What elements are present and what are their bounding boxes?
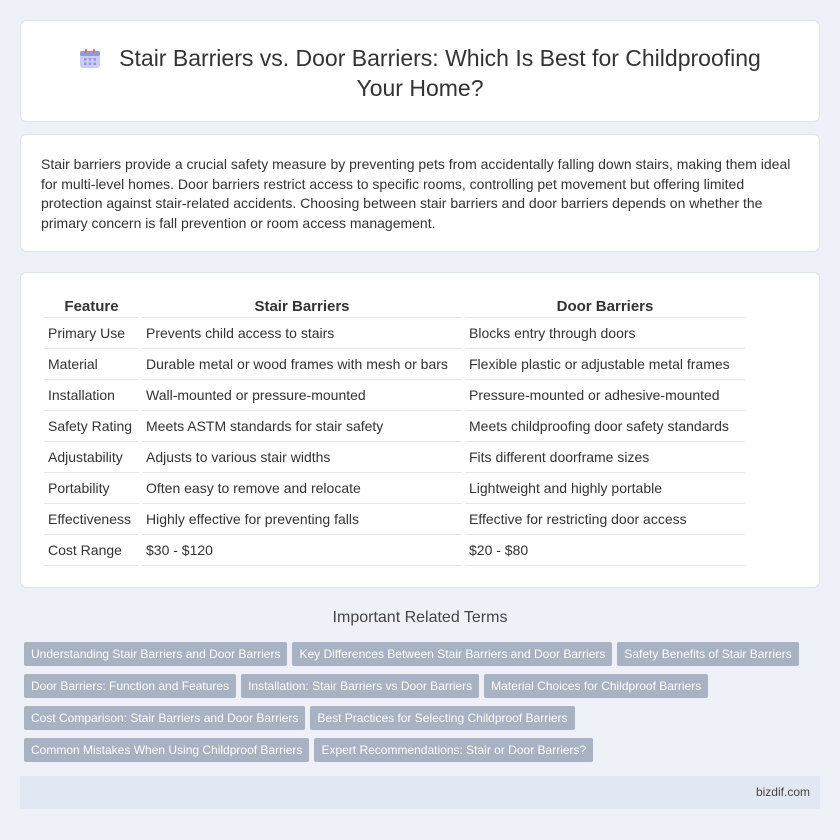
site-link[interactable]: bizdif.com: [755, 785, 810, 799]
tag-row: [24, 642, 824, 674]
door-cell: Effective for restricting door access: [465, 504, 745, 535]
related-term-tag[interactable]: Door Barriers: Function and Features: [24, 674, 236, 698]
feature-cell: Primary Use: [44, 318, 139, 349]
related-term-tag[interactable]: Safety Benefits of Stair Barriers: [617, 642, 798, 666]
door-cell: Flexible plastic or adjustable metal frames: [465, 349, 745, 380]
related-terms-heading: Important Related Terms: [332, 609, 508, 626]
feature-cell: Adjustability: [44, 442, 139, 473]
page-title: Stair Barriers vs. Door Barriers: Which Is Best for Childproofing Your Home?: [119, 45, 761, 101]
door-cell: Meets childproofing door safety standards: [465, 411, 745, 442]
door-cell: Lightweight and highly portable: [465, 473, 745, 504]
header-feature: Feature: [44, 297, 139, 318]
door-cell: Pressure-mounted or adhesive-mounted: [465, 380, 745, 411]
tag-row: [24, 706, 824, 738]
related-term-tag[interactable]: Cost Comparison: Stair Barriers and Door Barriers: [24, 706, 305, 730]
tag-row: [24, 738, 824, 770]
stair-cell: $30 - $120: [142, 535, 462, 566]
related-term-tag[interactable]: Understanding Stair Barriers and Door Barriers: [24, 642, 287, 666]
table-row: [44, 411, 745, 442]
table-header-row: [44, 297, 745, 318]
title-wrap: [61, 43, 779, 103]
intro-paragraph: Stair barriers provide a crucial safety measure by preventing pets from accidentally falling down stairs, making them ideal for multi-level homes. Door barriers restrict access to specific rooms, controlling pet movement but offering limited protection against stair-related accidents. Choosing between stair barriers and door barriers depends on whether the primary concern is fall prevention or room access management.: [41, 156, 791, 231]
feature-cell: Effectiveness: [44, 504, 139, 535]
table-row: [44, 504, 745, 535]
header-stair-barriers: Stair Barriers: [142, 297, 462, 318]
related-term-tag[interactable]: Expert Recommendations: Stair or Door Barriers?: [314, 738, 593, 762]
table-row: [44, 349, 745, 380]
table-row: [44, 535, 745, 566]
door-cell: Blocks entry through doors: [465, 318, 745, 349]
feature-cell: Portability: [44, 473, 139, 504]
door-cell: Fits different doorframe sizes: [465, 442, 745, 473]
comparison-card: [20, 272, 820, 588]
intro-card: [20, 134, 820, 252]
title-card: [20, 20, 820, 122]
table-row: [44, 442, 745, 473]
table-row: [44, 473, 745, 504]
related-term-tag[interactable]: Common Mistakes When Using Childproof Barriers: [24, 738, 309, 762]
tag-row: [24, 674, 824, 706]
door-cell: $20 - $80: [465, 535, 745, 566]
feature-cell: Safety Rating: [44, 411, 139, 442]
feature-cell: Material: [44, 349, 139, 380]
feature-cell: Cost Range: [44, 535, 139, 566]
header-door-barriers: Door Barriers: [465, 297, 745, 318]
table-row: [44, 380, 745, 411]
feature-cell: Installation: [44, 380, 139, 411]
table-row: [44, 318, 745, 349]
stair-cell: Durable metal or wood frames with mesh or bars: [142, 349, 462, 380]
related-terms-list: [24, 642, 824, 770]
related-term-tag[interactable]: Best Practices for Selecting Childproof Barriers: [310, 706, 574, 730]
stair-cell: Prevents child access to stairs: [142, 318, 462, 349]
stair-cell: Adjusts to various stair widths: [142, 442, 462, 473]
footer: [20, 776, 820, 809]
related-term-tag[interactable]: Material Choices for Childproof Barriers: [484, 674, 708, 698]
related-term-tag[interactable]: Installation: Stair Barriers vs Door Barriers: [241, 674, 479, 698]
comparison-table: [41, 297, 748, 566]
related-term-tag[interactable]: Key Differences Between Stair Barriers and Door Barriers: [292, 642, 612, 666]
stair-cell: Highly effective for preventing falls: [142, 504, 462, 535]
stair-cell: Meets ASTM standards for stair safety: [142, 411, 462, 442]
stair-cell: Wall-mounted or pressure-mounted: [142, 380, 462, 411]
stair-cell: Often easy to remove and relocate: [142, 473, 462, 504]
document-icon: [79, 49, 101, 69]
